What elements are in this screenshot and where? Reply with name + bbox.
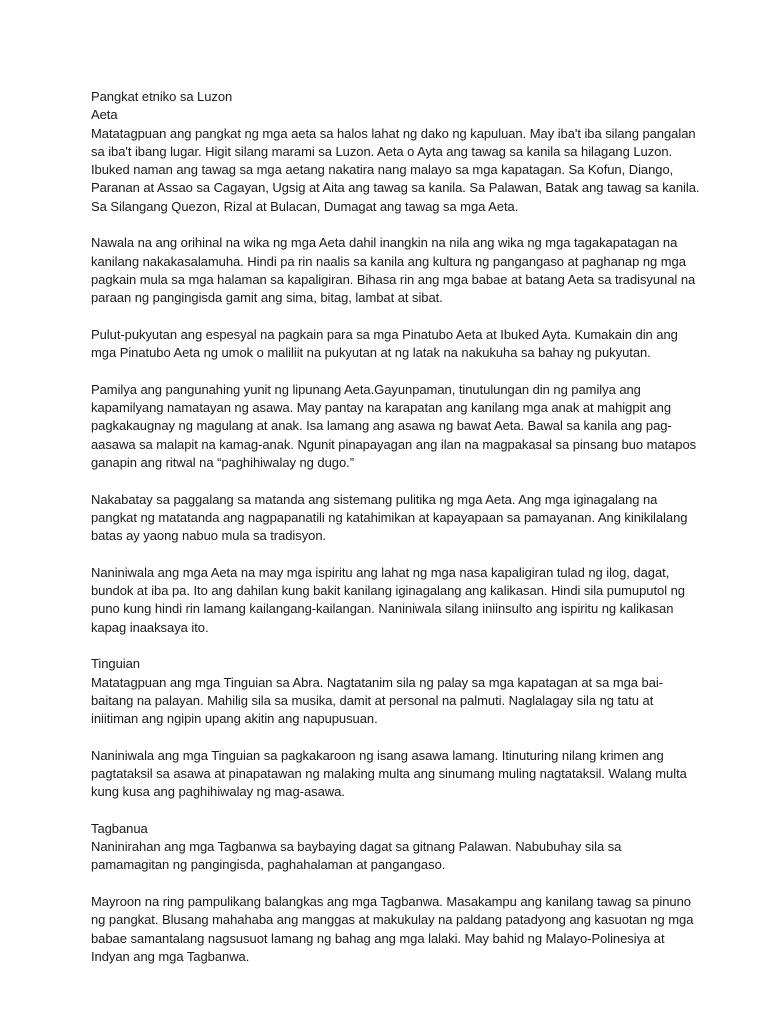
- paragraph-gap: [91, 728, 671, 746]
- text-line: Matatagpuan ang mga Tinguian sa Abra. Nagtatanim sila ng palay sa mga kapatagan at sa mga bai-: [91, 674, 663, 690]
- paragraph-gap: [91, 875, 671, 893]
- text-line: Pamilya ang pangunahing yunit ng lipunang Aeta.Gayunpaman, tinutulungan din ng pamilya ang: [91, 381, 641, 397]
- section-heading-aeta: Aeta: [91, 107, 118, 123]
- paragraph-gap: [91, 216, 671, 234]
- section-heading-tagbanua: Tagbanua: [91, 820, 148, 836]
- text-line: ganapin ang ritwal na “paghihiwalay ng dugo.”: [91, 454, 354, 470]
- section-heading-tinguian: Tinguian: [91, 656, 140, 672]
- paragraph: [91, 747, 687, 802]
- text-line: iniitiman ang ngipin upang akitin ang napupusuan.: [91, 711, 378, 727]
- text-line: baitang na palayan. Mahilig sila sa musika, damit at personal na palmuti. Naglalagay sila ng tatu at: [91, 692, 654, 708]
- text-line: Sa Silangang Quezon, Rizal at Bulacan, Dumagat ang tawag sa mga Aeta.: [91, 198, 519, 214]
- text-line: ng pangkat. Blusang mahahaba ang manggas at makukulay na paldang patadyong ang kasuotan ng mga: [91, 912, 694, 928]
- paragraph: [91, 893, 694, 966]
- text-line: pagkain mula sa mga halaman sa kapaligiran. Bihasa rin ang mga babae at batang Aeta sa tradisyunal na: [91, 271, 696, 287]
- text-line: bundok at iba pa. Ito ang dahilan kung bakit kanilang iginagalang ang kalikasan. Hindi sila pumuputol ng: [91, 583, 685, 599]
- text-line: Naniniwala ang mga Tinguian sa pagkakaroon ng isang asawa lamang. Itinuturing nilang krimen ang: [91, 747, 664, 763]
- text-line: babae samantalang nagsusuot lamang ng bahag ang mga lalaki. May bahid ng Malayo-Polinesiya at: [91, 930, 665, 946]
- text-line: aasawa sa malapit na kamag-anak. Ngunit pinapayagan ang ilan na magpakasal sa pinsang buo matapos: [91, 436, 697, 452]
- text-line: pagkakaugnay ng magulang at anak. Isa lamang ang asawa ng bawat Aeta. Bawal sa kanila ang pag-: [91, 418, 672, 434]
- paragraph: [91, 838, 671, 875]
- text-line: kapag inaaksaya ito.: [91, 619, 209, 635]
- text-line: Matatagpuan ang pangkat ng mga aeta sa halos lahat ng dako ng kapuluan. May iba't iba silang pangalan: [91, 125, 696, 141]
- text-line: pangkat ng matatanda ang nagpapanatili ng katahimikan at kapayapaan sa pamayanan. Ang kinikilalang: [91, 509, 688, 525]
- text-line: Ibuked naman ang tawag sa mga aetang nakatira nang malayo sa mga kapatagan. Sa Kofun, Diango,: [91, 162, 674, 178]
- text-line: Nakabatay sa paggalang sa matanda ang sistemang pulitika ng mga Aeta. Ang mga iginagalang na: [91, 491, 658, 507]
- paragraph-gap: [91, 637, 671, 655]
- text-line: pagtataksil sa asawa at pinapatawan ng malaking multa ang sinumang muling nagtataksil. Walang multa: [91, 765, 687, 781]
- paragraph: [91, 326, 678, 363]
- text-line: kung kusa ang paghihiwalay ng mag-asawa.: [91, 784, 345, 800]
- paragraph: [91, 674, 671, 729]
- text-line: Naninirahan ang mga Tagbanwa sa baybaying dagat sa gitnang Palawan. Nabubuhay sila sa: [91, 839, 622, 855]
- text-line: batas ay yaong nabuo mula sa tradisyon.: [91, 528, 327, 544]
- text-line: Mayroon na ring pampulikang balangkas ang mga Tagbanwa. Masakampu ang kanilang tawag sa pinuno: [91, 894, 691, 910]
- document-title: Pangkat etniko sa Luzon: [91, 89, 233, 104]
- text-line: Naniniwala ang mga Aeta na may mga ispiritu ang lahat ng mga nasa kapaligiran tulad ng ilog, dagat,: [91, 564, 670, 580]
- paragraph-gap: [91, 308, 671, 326]
- paragraph: [91, 381, 697, 472]
- text-line: sa iba't ibang lugar. Higit silang marami sa Luzon. Aeta o Ayta ang tawag sa kanila sa hilagang Luzon.: [91, 143, 673, 159]
- paragraph-gap: [91, 802, 671, 820]
- paragraph-gap: [91, 362, 671, 380]
- text-line: Indyan ang mga Tagbanwa.: [91, 948, 250, 964]
- text-line: Nawala na ang orihinal na wika ng mga Aeta dahil inangkin na nila ang wika ng mga tagakapatagan na: [91, 235, 678, 251]
- text-line: paraan ng pangingisda gamit ang sima, bitag, lambat at sibat.: [91, 290, 443, 306]
- text-line: mga Pinatubo Aeta ng umok o maliliit na pukyutan at ng latak na nakukuha sa bahay ng pukyutan.: [91, 345, 651, 361]
- text-line: kanilang nakakasalamuha. Hindi pa rin naalis sa kanila ang kultura ng pangangaso at paghanap ng mga: [91, 253, 686, 269]
- document-body: [91, 88, 700, 966]
- paragraph: [91, 491, 688, 546]
- text-line: pamamagitan ng pangingisda, paghahalaman at pangangaso.: [91, 857, 446, 873]
- paragraph: [91, 234, 696, 307]
- paragraph-gap: [91, 472, 671, 490]
- paragraph: [91, 125, 700, 216]
- paragraph-gap: [91, 545, 671, 563]
- text-line: kapamilyang namatayan ng asawa. May pantay na karapatan ang kanilang mga anak at mahigpit ang: [91, 400, 672, 416]
- text-line: Paranan at Assao sa Cagayan, Ugsig at Aita ang tawag sa kanila. Sa Palawan, Batak ang tawag sa kanila.: [91, 180, 700, 196]
- text-line: Pulut-pukyutan ang espesyal na pagkain para sa mga Pinatubo Aeta at Ibuked Ayta. Kumakain din ang: [91, 326, 678, 342]
- text-line: puno kung hindi rin lamang kailangang-kailangan. Naniniwala silang iniinsulto ang ispiritu ng kalikasan: [91, 601, 674, 617]
- paragraph: [91, 564, 685, 637]
